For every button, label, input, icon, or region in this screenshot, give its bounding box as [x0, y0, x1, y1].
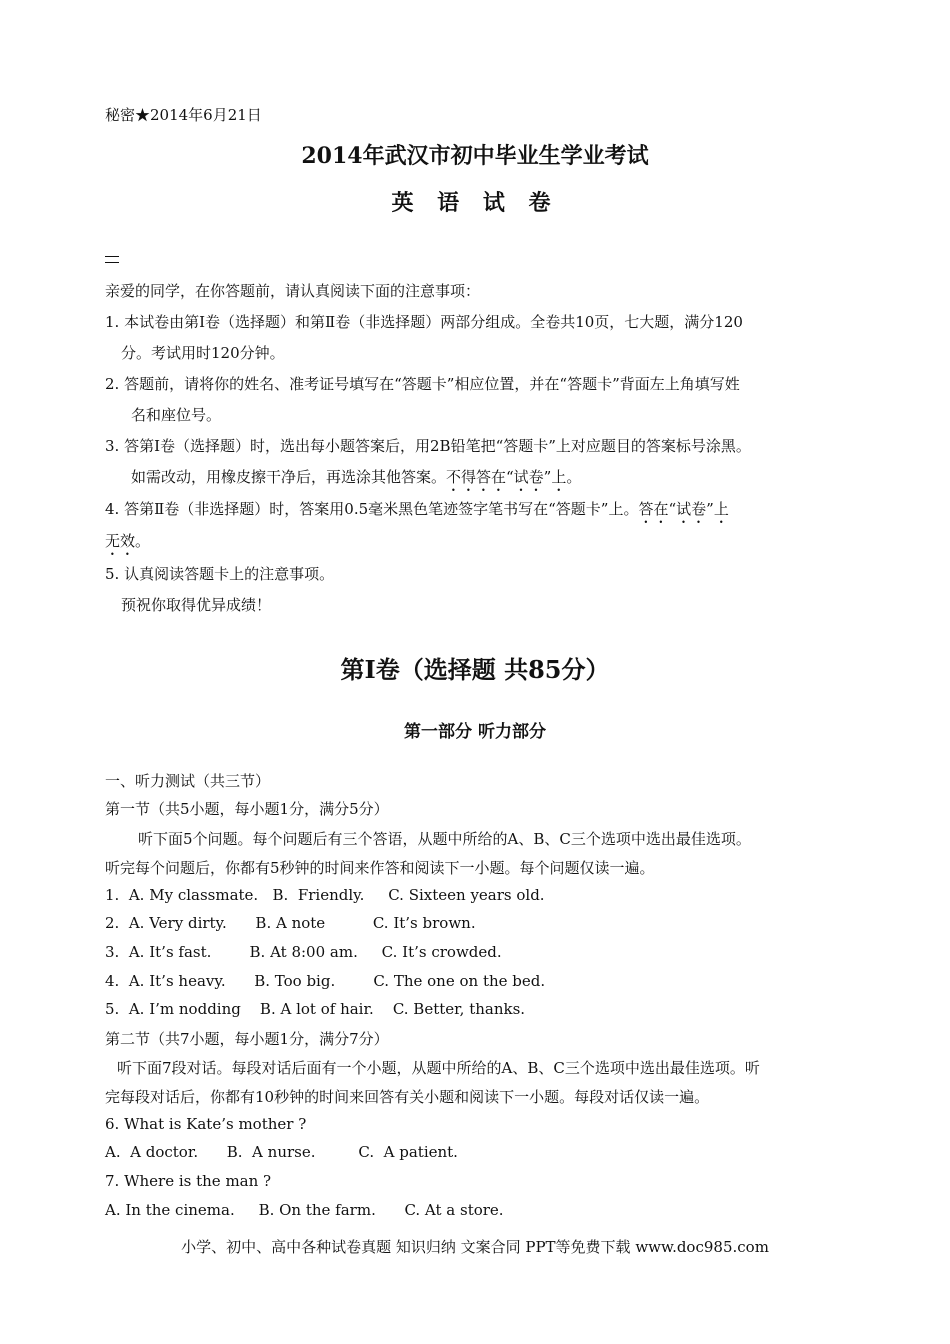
question-4: 4. A. It’s heavy. B. Too big. C. The one on the bed. [105, 972, 546, 990]
double-rule [105, 256, 119, 263]
note-4-end: 。 [135, 532, 151, 550]
section-1-instructions-2: 听完每个问题后，你都有5秒钟的时间来作答和阅读下一小题。每个问题仅读一遍。 [105, 859, 655, 877]
question-3: 3. A. It’s fast. B. At 8:00 am. C. It’s crowded. [105, 943, 502, 961]
note-3-emphasis: 不得答在“试卷”上 [446, 468, 567, 486]
section-2-instructions-1: 听下面7段对话。每段对话后面有一个小题，从题中所给的A、B、C三个选项中选出最佳选项。听 [117, 1059, 760, 1077]
note-4-emphasis: 答在“试卷”上 [638, 500, 729, 518]
section-2-title: 第二节（共7小题，每小题1分，满分7分） [105, 1030, 389, 1048]
note-4-text: 4. 答第Ⅱ卷（非选择题）时，答案用0.5毫米黑色笔迹签字笔书写在“答题卡”上。 [105, 500, 639, 518]
note-3-line2 [131, 466, 581, 495]
note-4-emphasis-2: 无效 [105, 532, 136, 550]
page-footer: 小学、初中、高中各种试卷真题 知识归纳 文案合同 PPT等免费下载 www.doc985.com [181, 1238, 769, 1256]
note-5: 5. 认真阅读答题卡上的注意事项。 [105, 565, 335, 583]
good-luck: 预祝你取得优异成绩！ [121, 596, 272, 614]
question-7: 7. Where is the man ? [105, 1172, 272, 1190]
secret-date: 秘密★2014年6月21日 [105, 106, 262, 124]
note-3-end: 。 [566, 468, 582, 486]
note-2-line1: 2. 答题前，请将你的姓名、准考证号填写在“答题卡”相应位置，并在“答题卡”背面左上角填写姓 [105, 375, 740, 393]
note-4-line2 [105, 530, 150, 559]
question-6: 6. What is Kate’s mother ? [105, 1115, 307, 1133]
section-1-title: 第一节（共5小题，每小题1分，满分5分） [105, 800, 389, 818]
exam-subtitle: 英 语 试 卷 [391, 190, 559, 216]
section-2-instructions-2: 完每段对话后，你都有10秒钟的时间来回答有关小题和阅读下一小题。每段对话仅读一遍。 [105, 1088, 710, 1106]
note-1-line2: 分。考试用时120分钟。 [121, 344, 285, 362]
section-title: 第I卷（选择题 共85分） [340, 655, 610, 684]
note-3-line1: 3. 答第Ⅰ卷（选择题）时，选出每小题答案后，用2B铅笔把“答题卡”上对应题目的答案标号涂黑。 [105, 437, 751, 455]
question-5: 5. A. I’m nodding B. A lot of hair. C. Better, thanks. [105, 1000, 526, 1018]
note-4-line1 [105, 498, 729, 527]
note-1-line1: 1. 本试卷由第Ⅰ卷（选择题）和第Ⅱ卷（非选择题）两部分组成。全卷共10页，七大题，满分120 [105, 313, 743, 331]
question-2: 2. A. Very dirty. B. A note C. It’s brown. [105, 914, 476, 932]
note-2-line2: 名和座位号。 [131, 406, 222, 424]
question-7-options: A. In the cinema. B. On the farm. C. At a store. [105, 1201, 504, 1219]
exam-title: 2014年武汉市初中毕业生学业考试 [301, 143, 649, 169]
part-title: 第一部分 听力部分 [404, 722, 546, 742]
section-1-instructions-1: 听下面5个问题。每个问题后有三个答语，从题中所给的A、B、C三个选项中选出最佳选项。 [138, 830, 751, 848]
listening-heading: 一、听力测试（共三节） [105, 772, 271, 790]
question-6-options: A. A doctor. B. A nurse. C. A patient. [105, 1143, 458, 1161]
question-1: 1. A. My classmate. B. Friendly. C. Sixteen years old. [105, 886, 545, 904]
notes-intro: 亲爱的同学，在你答题前，请认真阅读下面的注意事项： [105, 282, 481, 300]
note-3-line2-text: 如需改动，用橡皮擦干净后，再选涂其他答案。 [131, 468, 447, 486]
